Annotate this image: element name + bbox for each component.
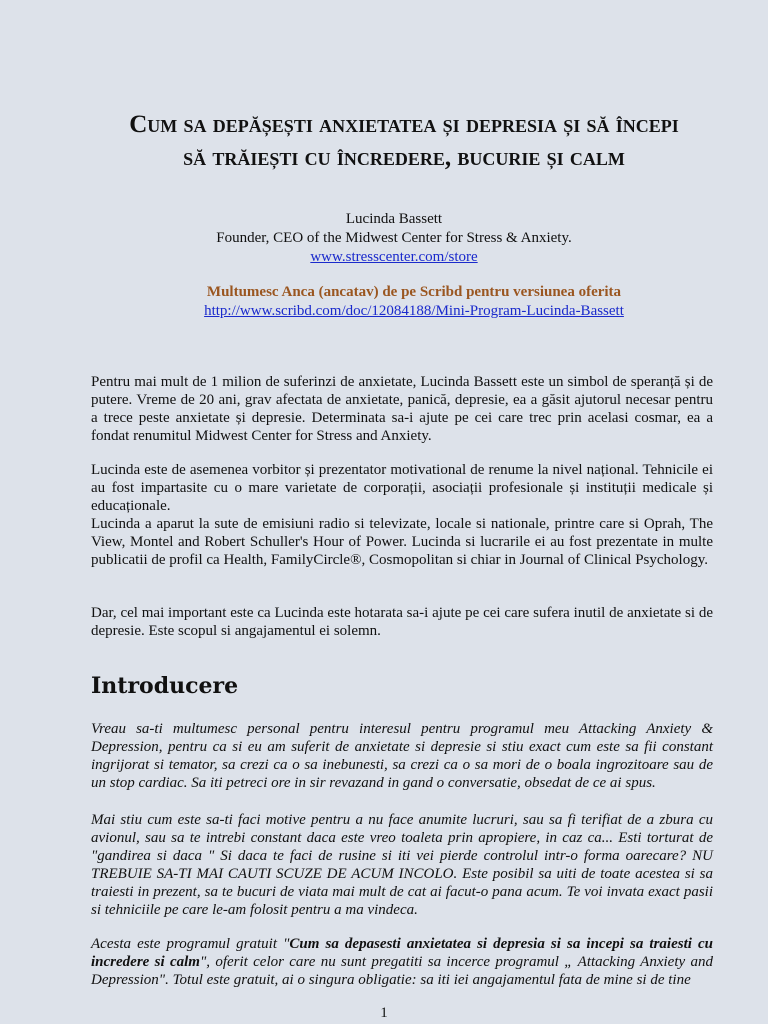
author-role: Founder, CEO of the Midwest Center for Stress & Anxiety.: [216, 230, 572, 246]
scribd-link[interactable]: http://www.scribd.com/doc/12084188/Mini-Program-Lucinda-Bassett: [204, 303, 624, 319]
author-block: [60, 210, 728, 267]
paragraph-speaker-b: Lucinda a aparut la sute de emisiuni radio si televizate, locale si nationale, printre care si Oprah, The View, Montel and Robert Schuller's Hour of Power. Lucinda si lucrarile ei au fost prezentate in multe publicatii de profil ca Health, FamilyCircle®, Cosmopolitan si chiar in Journal of Clinical Psychology.: [91, 516, 713, 568]
title-line-1: Cum sa depășești anxietatea și depresia și să începi: [129, 111, 679, 138]
paragraph-speaker-a: Lucinda este de asemenea vorbitor și prezentator motivational de renume la nivel național. Tehnicile ei au fost impartasite cu o mare varietate de corporații, asociații profesionale și instituții medicale și educaționale.: [91, 462, 713, 514]
document-title: [70, 108, 738, 174]
program-title: Cum sa depasesti anxietatea si depresia si sa incepi sa traiesti cu incredere si calm: [91, 936, 713, 970]
page-number: 1: [380, 1005, 388, 1021]
paragraph-intro-2: Mai stiu cum este sa-ti faci motive pentru a nu face anumite lucruri, sau sa fi terifiat de a zbura cu avionul, sau sa te intrebi constant daca este vreo toaleta prin apropiere, in caz ca... Esti torturat de "gandirea si daca " Si daca te faci de rusine si iti vei pierde controlul intr-o forma oarecare? NU TREBUIE SA-TI MAI CAUTI SCUZE DE ACUM INCOLO. Este posibil sa uiti de toate acestea si sa traiesti in prezent, sa te bucuri de viata mai mult de cat ai facut-o pana acum. Te voi invata exact pasii si tehniciile pe care le-am folosit pentru a ma vindeca.: [91, 812, 713, 918]
thanks-note: Multumesc Anca (ancatav) de pe Scribd pentru versiunea oferita: [206, 284, 622, 300]
section-heading: Introducere: [91, 673, 239, 699]
thanks-block: [80, 283, 748, 321]
title-line-2: să trăiești cu încredere, bucurie și calm: [183, 144, 625, 171]
paragraph-intro-3-pre: Acesta este programul gratuit ": [91, 936, 290, 952]
paragraph-mission: Dar, cel mai important este ca Lucinda este hotarata sa-i ajute pe cei care sufera inutil de anxietate si de depresie. Este scopul si angajamentul ei solemn.: [91, 605, 713, 639]
paragraph-intro-3: [91, 935, 713, 989]
paragraph-intro-3-post: ", oferit celor care nu sunt pregatiti sa incerce programul „ Attacking Anxiety and Depression". Totul este gratuit, ai o singura obligatie: sa iti iei angajamentul fata de mine si de tine: [91, 954, 713, 988]
author-link[interactable]: www.stresscenter.com/store: [310, 249, 478, 265]
paragraph-intro: Pentru mai mult de 1 milion de suferinzi de anxietate, Lucinda Bassett este un simbol de speranță și de putere. Vreme de 20 ani, grav afectata de anxietate, panică, depresie, ea a găsit ajutorul necesar pentru a trece peste anxietate și depresie. Determinata sa-i ajute pe cei care trec prin acelasi cosmar, ea a fondat renumitul Midwest Center for Stress and Anxiety.: [91, 374, 713, 444]
paragraph-speaker: [91, 461, 713, 569]
paragraph-intro-1: Vreau sa-ti multumesc personal pentru interesul pentru programul meu Attacking Anxiety & Depression, pentru ca si eu am suferit de anxietate si depresie si stiu exact cum este sa fii constant ingrijorat si temator, sa crezi ca o sa inebunesti, sa crezi ca o sa mori de o boala ingrozitoare sau de un stop cardiac. Sa iti petreci ore in sir revazand in gand o conversatie, obsedat de ce ai spus.: [91, 721, 713, 791]
author-name: Lucinda Bassett: [345, 211, 443, 227]
